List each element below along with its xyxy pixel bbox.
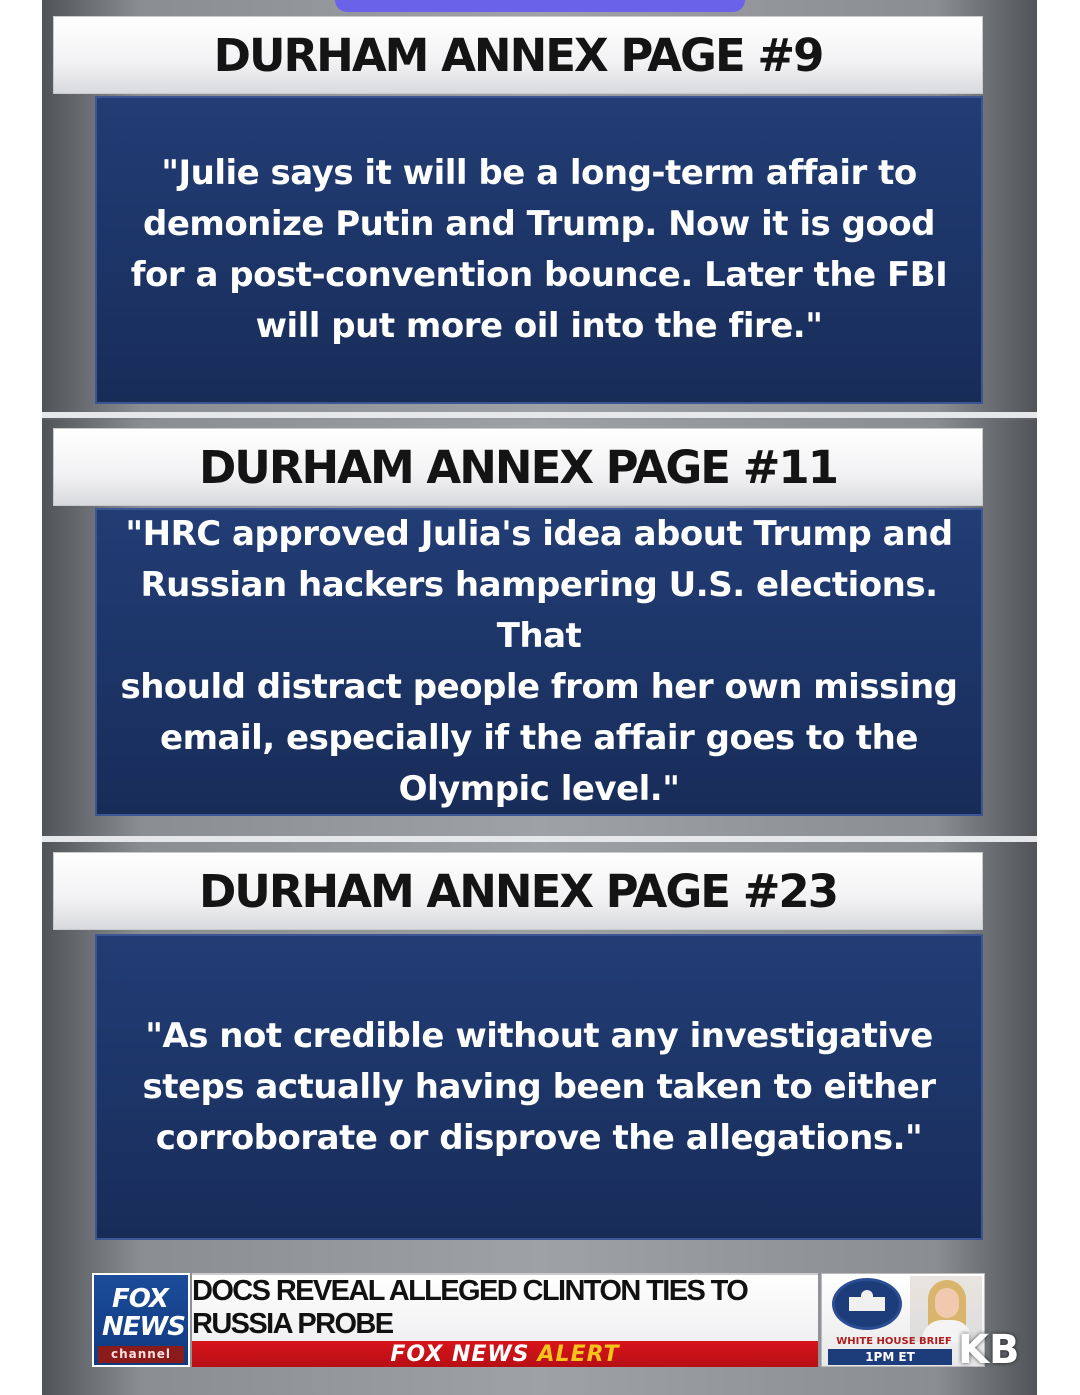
- show-time: 1PM ET: [828, 1349, 952, 1365]
- annex-title-page-9: DURHAM ANNEX PAGE #9: [53, 16, 983, 94]
- logo-channel-text: channel: [98, 1346, 184, 1363]
- watermark-text: KB: [958, 1327, 1020, 1373]
- quote-box-page-9: [95, 96, 983, 404]
- quote-line: "Julie says it will be a long-term affair to: [161, 153, 917, 193]
- alert-label-text: ALERT: [537, 1341, 620, 1367]
- quote-line: steps actually having been taken to either: [142, 1066, 936, 1107]
- show-title: WHITE HOUSE BRIEF: [836, 1336, 952, 1347]
- quote-box-page-11: [95, 508, 983, 816]
- quote-text: [142, 1011, 935, 1164]
- logo-news-text: NEWS: [102, 1312, 185, 1342]
- quote-line: corroborate or disprove the allegations.": [155, 1117, 923, 1158]
- news-lower-third: [92, 1273, 985, 1367]
- quote-line: Olympic level.": [398, 769, 680, 809]
- quote-line: should distract people from her own missing: [120, 667, 958, 707]
- quote-line: "As not credible without any investigative: [145, 1015, 933, 1056]
- quote-line: "HRC approved Julia's idea about Trump and: [125, 514, 953, 554]
- quote-text: [119, 509, 959, 815]
- ticker-headline: DOCS REVEAL ALLEGED CLINTON TIES TO RUSSIA PROBE: [192, 1273, 818, 1341]
- quote-text: [131, 148, 948, 352]
- quote-line: email, especially if the affair goes to the: [160, 718, 918, 758]
- annex-title-page-11: DURHAM ANNEX PAGE #11: [53, 428, 983, 506]
- quote-box-page-23: [95, 934, 983, 1240]
- quote-line: will put more oil into the fire.": [255, 306, 823, 346]
- quote-line: Russian hackers hampering U.S. elections. That: [140, 565, 938, 656]
- panel-divider: [42, 412, 1037, 418]
- quote-line: demonize Putin and Trump. Now it is good: [143, 204, 935, 244]
- white-house-building-icon: [849, 1297, 885, 1311]
- annex-title-page-23: DURHAM ANNEX PAGE #23: [53, 852, 983, 930]
- host-face: [935, 1288, 959, 1318]
- white-house-seal-icon: [832, 1278, 902, 1330]
- fox-news-logo: [92, 1273, 190, 1367]
- top-pill-indicator: [335, 0, 745, 12]
- logo-fox-text: FOX: [112, 1284, 168, 1314]
- alert-source-text: FOX NEWS: [390, 1341, 530, 1367]
- quote-line: for a post-convention bounce. Later the FBI: [130, 255, 948, 295]
- fox-news-alert-bar: [192, 1341, 818, 1367]
